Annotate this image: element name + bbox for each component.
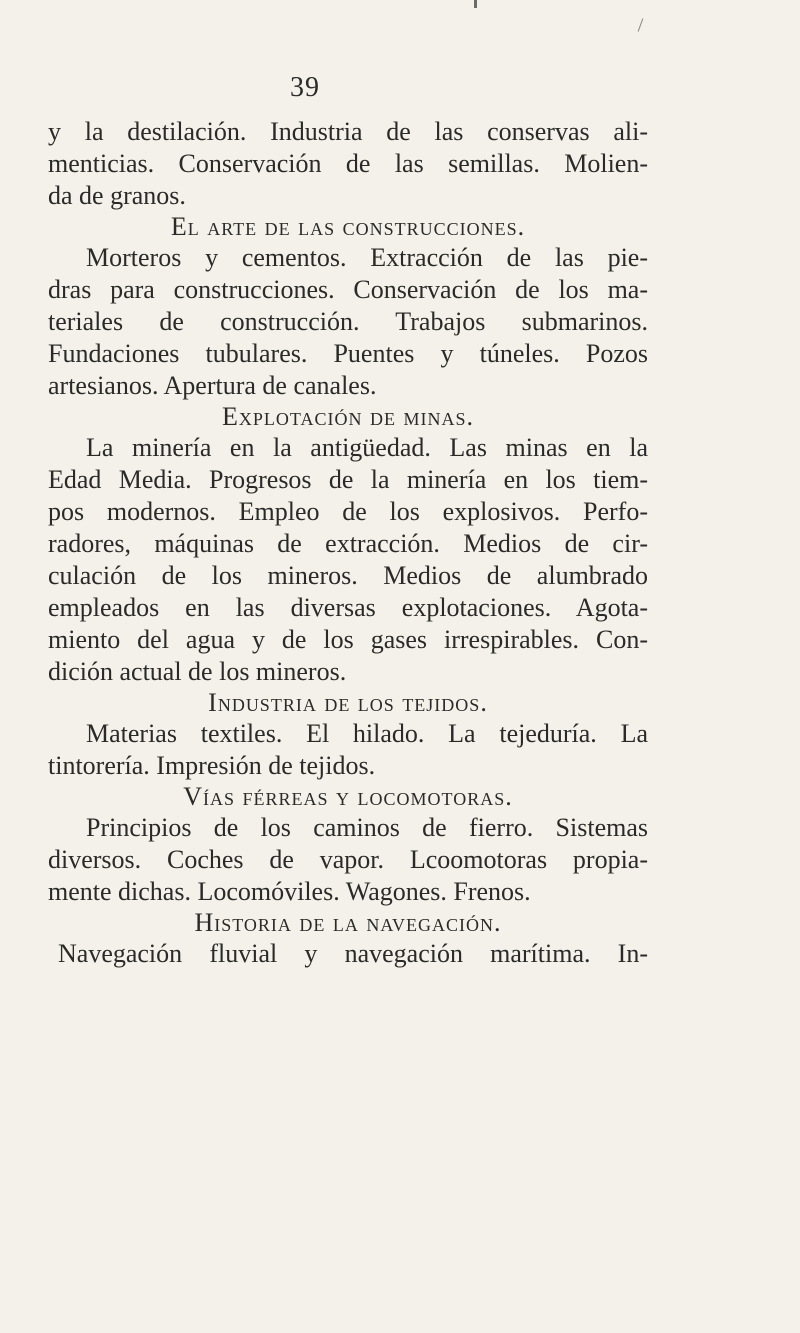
paragraph-minas — [48, 432, 648, 688]
text-line: diversos. Coches de vapor. Lcoomotoras propia- — [48, 845, 648, 874]
section-heading-vias-ferreas: Vías férreas y locomotoras. — [183, 782, 513, 811]
page-number: 39 — [290, 72, 320, 103]
text-line: Morteros y cementos. Extracción de las pie- — [86, 243, 648, 272]
text-line: y la destilación. Industria de las conservas ali- — [48, 117, 648, 146]
page-text — [48, 116, 648, 970]
text-line: La minería en la antigüedad. Las minas en la — [86, 433, 648, 462]
text-line: pos modernos. Empleo de los explosivos. Perfo- — [48, 497, 648, 526]
section-heading-tejidos: Industria de los tejidos. — [208, 688, 488, 717]
text-line: teriales de construcción. Trabajos submarinos. — [48, 307, 648, 336]
paragraph-tejidos — [48, 718, 648, 782]
section-heading-navegacion: Historia de la navegación. — [194, 908, 502, 937]
section-heading-minas: Explotación de minas. — [222, 402, 474, 431]
text-line: Principios de los caminos de fierro. Sistemas — [86, 813, 648, 842]
text-line: dras para construcciones. Conservación de los ma- — [48, 275, 648, 304]
paragraph-destilacion — [48, 116, 648, 212]
text-line: miento del agua y de los gases irrespirables. Con- — [48, 625, 648, 654]
paragraph-navegacion — [48, 938, 648, 970]
text-line: tintorería. Impresión de tejidos. — [48, 751, 376, 780]
text-line: Fundaciones tubulares. Puentes y túneles. Pozos — [48, 339, 648, 368]
text-line: menticias. Conservación de las semillas. Molien- — [48, 149, 648, 178]
stray-pen-mark — [638, 18, 644, 31]
text-line: empleados en las diversas explotaciones. Agota- — [48, 593, 648, 622]
text-line: culación de los mineros. Medios de alumbrado — [48, 561, 648, 590]
section-heading-construcciones: El arte de las construcciones. — [170, 212, 526, 241]
text-line: Materias textiles. El hilado. La tejeduría. La — [86, 719, 648, 748]
text-line: mente dichas. Locomóviles. Wagones. Frenos. — [48, 877, 531, 906]
text-line: da de granos. — [48, 181, 186, 210]
text-line: artesianos. Apertura de canales. — [48, 371, 377, 400]
paragraph-construcciones — [48, 242, 648, 402]
text-line: Edad Media. Progresos de la minería en los tiem- — [48, 465, 648, 494]
text-line: dición actual de los mineros. — [48, 657, 347, 686]
stray-ink-dot — [474, 0, 477, 8]
text-line: radores, máquinas de extracción. Medios de cir- — [48, 529, 648, 558]
text-line: Navegación fluvial y navegación marítima. In- — [58, 939, 648, 968]
paragraph-vias-ferreas — [48, 812, 648, 908]
